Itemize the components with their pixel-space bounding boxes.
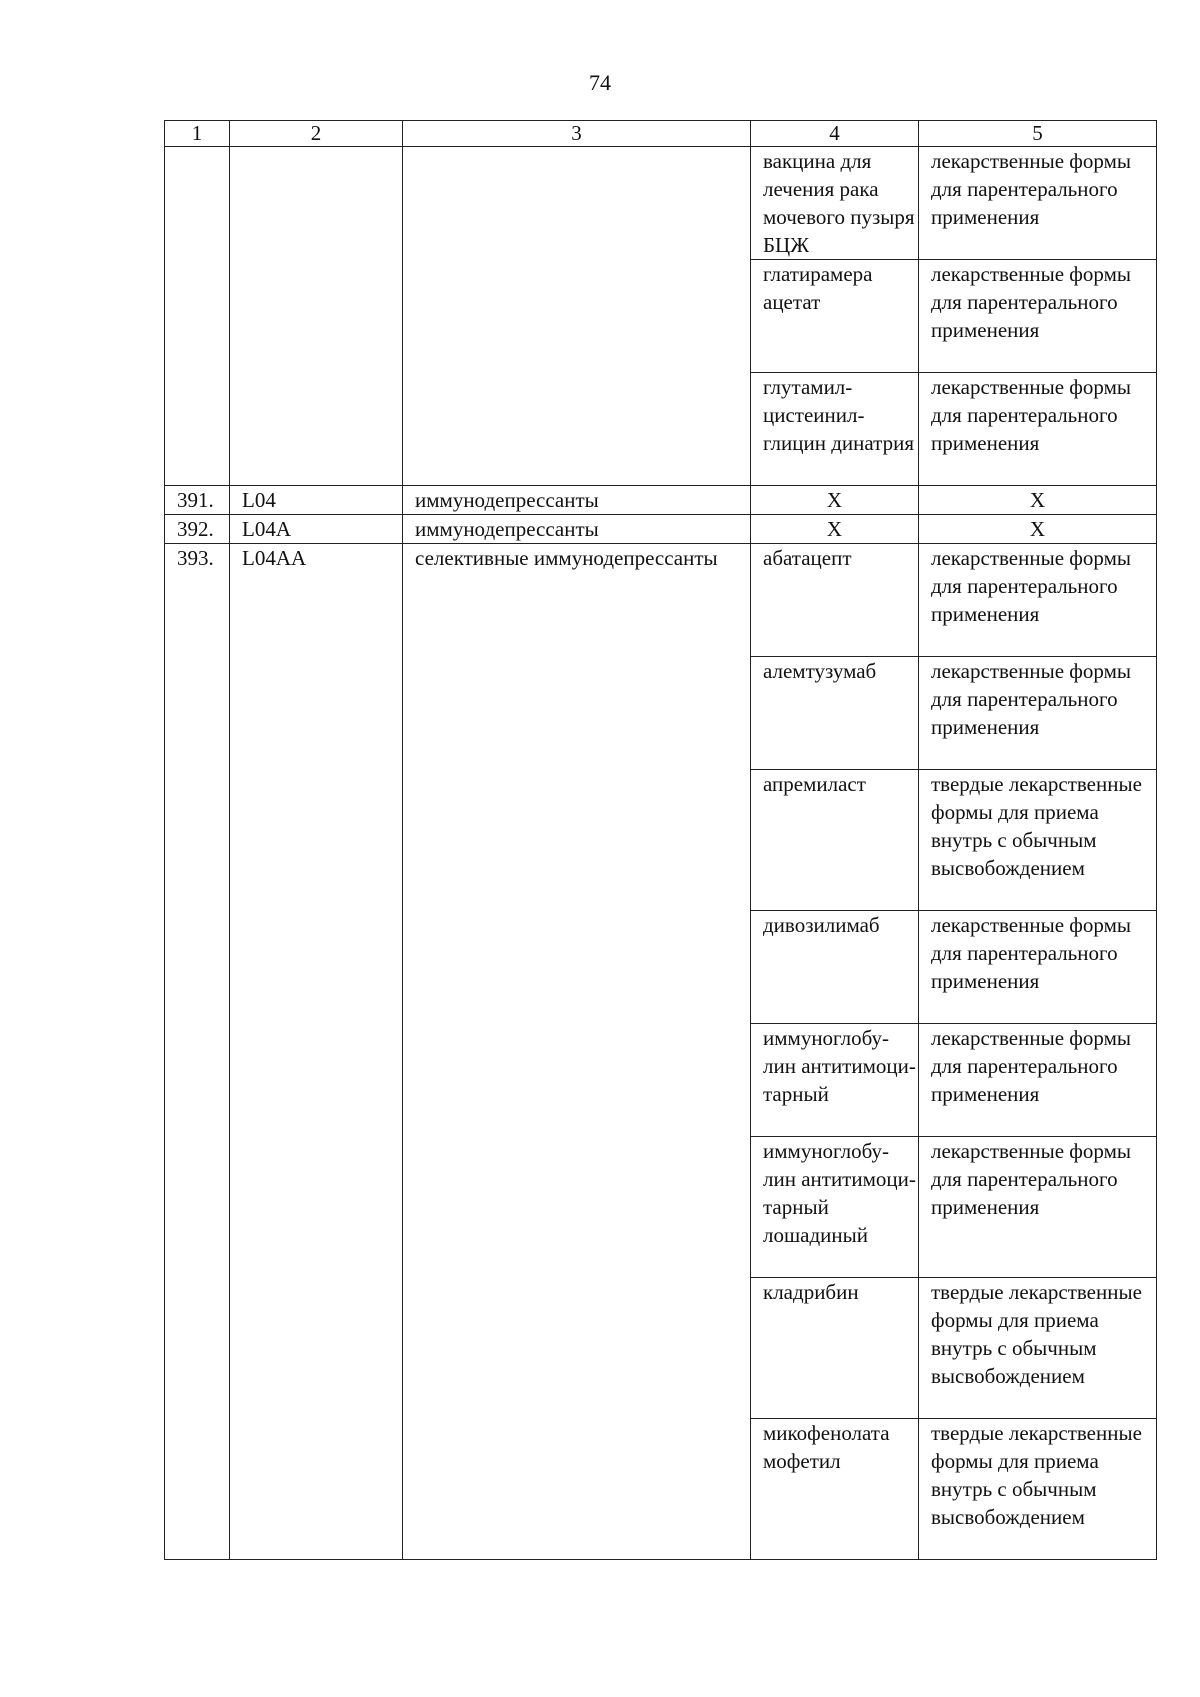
drug-table bbox=[164, 120, 1157, 1560]
dosage-form-cell: лекарственные формы для парентерального применения bbox=[919, 1137, 1157, 1278]
atc-group-cell: иммунодепрессанты bbox=[403, 486, 751, 515]
atc-code-cell: L04A bbox=[230, 515, 403, 544]
empty-code-cell bbox=[230, 147, 403, 486]
table-row bbox=[165, 515, 1157, 544]
dosage-form-cell: лекарственные формы для парентерального применения bbox=[919, 1024, 1157, 1137]
atc-group-cell: селективные иммунодепрессанты bbox=[403, 544, 751, 1560]
empty-group-cell bbox=[403, 147, 751, 486]
table-row bbox=[165, 147, 1157, 260]
dosage-form-cell: лекарственные формы для парентерального применения bbox=[919, 544, 1157, 657]
table-row bbox=[165, 486, 1157, 515]
dosage-form-cell: лекарственные формы для парентерального применения bbox=[919, 657, 1157, 770]
row-number-cell: 393. bbox=[165, 544, 230, 1560]
drug-name-cell: иммуноглобу-лин антитимоци-тарный bbox=[751, 1024, 919, 1137]
drug-name-cell: микофенолата мофетил bbox=[751, 1419, 919, 1560]
column-header-4: 4 bbox=[751, 121, 919, 147]
drug-name-cell: глутамил-цистеинил-глицин динатрия bbox=[751, 373, 919, 486]
drug-name-cell: вакцина для лечения рака мочевого пузыря БЦЖ bbox=[751, 147, 919, 260]
dosage-form-cell: твердые лекарственные формы для приема внутрь с обычным высвобождением bbox=[919, 1278, 1157, 1419]
drug-name-cell: апремиласт bbox=[751, 770, 919, 911]
page-number: 74 bbox=[589, 70, 611, 95]
column-header-3: 3 bbox=[403, 121, 751, 147]
drug-name-cell: алемтузумаб bbox=[751, 657, 919, 770]
drug-name-cell: абатацепт bbox=[751, 544, 919, 657]
drug-name-cell: X bbox=[751, 486, 919, 515]
dosage-form-cell: лекарственные формы для парентерального применения bbox=[919, 260, 1157, 373]
dosage-form-cell: X bbox=[919, 515, 1157, 544]
drug-name-cell: иммуноглобу-лин антитимоци-тарный лошадиный bbox=[751, 1137, 919, 1278]
dosage-form-cell: твердые лекарственные формы для приема внутрь с обычным высвобождением bbox=[919, 770, 1157, 911]
atc-group-cell: иммунодепрессанты bbox=[403, 515, 751, 544]
drug-name-cell: дивозилимаб bbox=[751, 911, 919, 1024]
dosage-form-cell: лекарственные формы для парентерального применения bbox=[919, 147, 1157, 260]
drug-name-cell: глатирамера ацетат bbox=[751, 260, 919, 373]
empty-num-cell bbox=[165, 147, 230, 486]
dosage-form-cell: лекарственные формы для парентерального применения bbox=[919, 373, 1157, 486]
column-header-1: 1 bbox=[165, 121, 230, 147]
dosage-form-cell: лекарственные формы для парентерального применения bbox=[919, 911, 1157, 1024]
column-header-2: 2 bbox=[230, 121, 403, 147]
dosage-form-cell: твердые лекарственные формы для приема внутрь с обычным высвобождением bbox=[919, 1419, 1157, 1560]
table-row bbox=[165, 544, 1157, 657]
atc-code-cell: L04 bbox=[230, 486, 403, 515]
drug-name-cell: X bbox=[751, 515, 919, 544]
drug-name-cell: кладрибин bbox=[751, 1278, 919, 1419]
row-number-cell: 392. bbox=[165, 515, 230, 544]
row-number-cell: 391. bbox=[165, 486, 230, 515]
dosage-form-cell: X bbox=[919, 486, 1157, 515]
column-header-row bbox=[165, 121, 1157, 147]
column-header-5: 5 bbox=[919, 121, 1157, 147]
atc-code-cell: L04AA bbox=[230, 544, 403, 1560]
